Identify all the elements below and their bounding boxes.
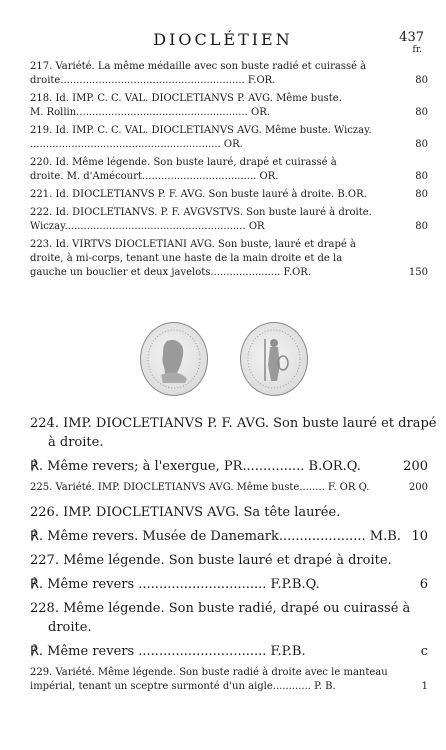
entry-line <box>0 60 446 74</box>
catalog-entry <box>0 503 446 522</box>
coin-reverse-image <box>240 322 308 396</box>
entry-line <box>0 618 446 637</box>
entry-line <box>0 414 446 433</box>
page-title: DIOCLÉTIEN <box>153 30 293 49</box>
entry-line <box>0 206 446 220</box>
page-header <box>0 30 446 55</box>
entry-line <box>0 220 446 234</box>
catalog-entry <box>0 188 446 202</box>
entry-text: Wiczay......................................................... OR <box>30 221 265 232</box>
entry-text: 226. IMP. DIOCLETIANVS AVG. Sa tête laurée. <box>30 505 341 520</box>
entry-text: 220. Id. Même légende. Son buste lauré, drapé et cuirassé à <box>30 157 337 168</box>
coin-illustrations <box>140 322 310 402</box>
price-unit-label: fr. <box>412 45 422 55</box>
entry-text: 229. Variété. Même légende. Son buste radié à droite avec le manteau <box>30 667 388 678</box>
entry-line <box>0 124 446 138</box>
entry-line <box>0 74 446 88</box>
entry-price: 6 <box>419 577 428 592</box>
page-number: 437 <box>399 30 424 45</box>
entry-text: impérial, tenant un sceptre surmonté d'un aigle............ P. B. <box>30 681 336 692</box>
entry-text: M. Rollin...................................................... OR. <box>30 107 270 118</box>
entry-price: 200 <box>408 482 428 493</box>
entry-text: droite. M. d'Amécourt.................................... OR. <box>30 171 279 182</box>
catalog-entry <box>0 551 446 570</box>
entry-text: droite.......................................................... F.OR. <box>30 75 276 86</box>
entry-text: gauche un bouclier et deux javelots...................... F.OR. <box>30 267 312 278</box>
catalog-entry <box>0 457 446 476</box>
entry-text: 225. Variété. IMP. DIOCLETIANVS AVG. Même buste........ F. OR Q. <box>30 482 370 493</box>
entry-text: 218. Id. IMP. C. C. VAL. DIOCLETIANVS P. AVG. Même buste. <box>30 93 342 104</box>
entry-price: 1 <box>421 681 428 692</box>
entry-line <box>0 457 446 476</box>
entry-price: 80 <box>415 171 428 182</box>
entry-text: 221. Id. DIOCLETIANVS P. F. AVG. Son buste lauré à droite. B.OR. <box>30 189 367 200</box>
entry-text: ............................................................ OR. <box>30 139 243 150</box>
entry-text: 219. Id. IMP. C. C. VAL. DIOCLETIANVS AVG. Même buste. Wiczay. <box>30 125 372 136</box>
entry-price: 80 <box>415 189 428 200</box>
entry-price: 200 <box>403 459 428 474</box>
entry-text: ℟. Même revers; à l'exergue, PR............... B.OR.Q. <box>30 459 361 474</box>
entry-price: 80 <box>415 139 428 150</box>
catalog-entry <box>0 238 446 280</box>
catalog-entry <box>0 60 446 88</box>
entry-text: 224. IMP. DIOCLETIANVS P. F. AVG. Son buste lauré et drapé <box>30 416 437 431</box>
entry-line <box>0 433 446 452</box>
entry-line <box>0 238 446 252</box>
entry-price: 150 <box>408 267 428 278</box>
entry-price: 80 <box>415 75 428 86</box>
catalog-entry <box>0 575 446 594</box>
catalog-entry <box>0 599 446 637</box>
catalog-entry <box>0 481 446 495</box>
entry-line <box>0 106 446 120</box>
catalog-entry <box>0 414 446 452</box>
entry-line <box>0 527 446 546</box>
entry-line <box>0 666 446 680</box>
entry-text: ℟. Même revers ............................... F.P.B. <box>30 644 306 659</box>
entry-text: 223. Id. VIRTVS DIOCLETIANI AVG. Son buste, lauré et drapé à <box>30 239 356 250</box>
entry-line <box>0 156 446 170</box>
entry-line <box>0 642 446 661</box>
entry-text: droite, à mi-corps, tenant une haste de la main droite et de la <box>30 253 343 264</box>
catalog-entry <box>0 92 446 120</box>
entry-text: droite. <box>48 620 92 635</box>
entry-text: 228. Même légende. Son buste radié, drapé ou cuirassé à <box>30 601 411 616</box>
catalog-entry <box>0 206 446 234</box>
entry-line <box>0 575 446 594</box>
entry-price: 80 <box>415 107 428 118</box>
entry-line <box>0 503 446 522</box>
entry-line <box>0 481 446 495</box>
entry-price: 80 <box>415 221 428 232</box>
entry-line <box>0 188 446 202</box>
coin-obverse-image <box>140 322 208 396</box>
catalog-entry <box>0 156 446 184</box>
entry-price: c <box>420 644 428 659</box>
entry-text: à droite. <box>48 435 104 450</box>
entry-line <box>0 680 446 694</box>
entry-text: 222. Id. DIOCLETIANVS. P. F. AVGVSTVS. Son buste lauré à droite. <box>30 207 372 218</box>
catalog-entry <box>0 527 446 546</box>
entry-price: 10 <box>411 529 428 544</box>
entry-text: ℟. Même revers ............................... F.P.B.Q. <box>30 577 320 592</box>
entry-line <box>0 138 446 152</box>
catalog-entry <box>0 642 446 661</box>
entry-text: ℟. Même revers. Musée de Danemark..................... M.B. <box>30 529 401 544</box>
entry-line <box>0 252 446 266</box>
catalog-entry <box>0 666 446 694</box>
catalog-entry <box>0 124 446 152</box>
entry-line <box>0 266 446 280</box>
entry-line <box>0 170 446 184</box>
entry-line <box>0 92 446 106</box>
entry-line <box>0 599 446 618</box>
entry-line <box>0 551 446 570</box>
entry-text: 217. Variété. La même médaille avec son buste radié et cuirassé à <box>30 61 367 72</box>
entry-text: 227. Même légende. Son buste lauré et drapé à droite. <box>30 553 392 568</box>
